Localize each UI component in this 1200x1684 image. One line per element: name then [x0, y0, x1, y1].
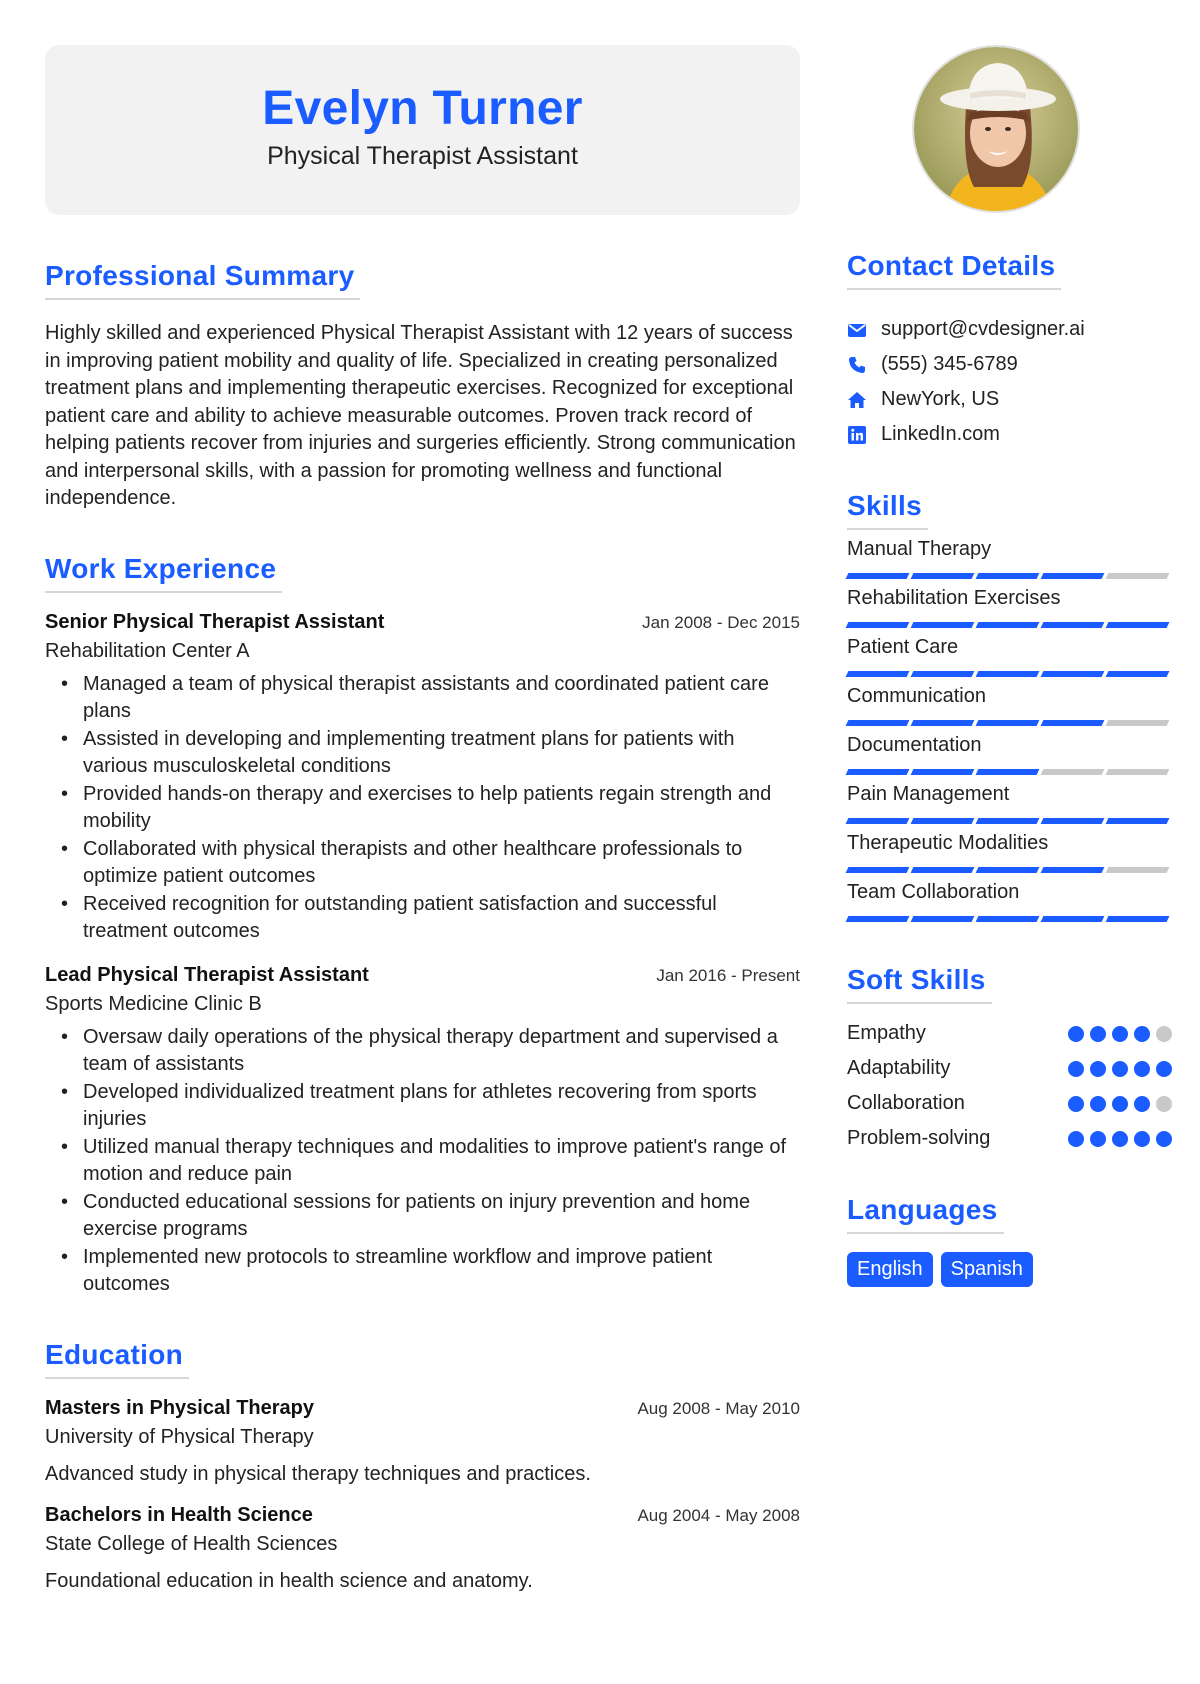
skill-segment-filled	[1041, 720, 1105, 726]
email-icon	[847, 320, 867, 340]
rating-dot-empty	[1156, 1026, 1172, 1042]
contact-section	[847, 250, 1172, 452]
skill-segment-filled	[976, 867, 1040, 873]
soft-skills-section	[847, 964, 1172, 1156]
skill-segment-filled	[1041, 818, 1105, 824]
rating-dot-filled	[1112, 1096, 1128, 1112]
contact-location	[847, 382, 1172, 417]
skill-level-bar	[847, 818, 1172, 824]
education-dates: Aug 2008 - May 2010	[637, 1398, 800, 1418]
skill-segment-filled	[846, 818, 910, 824]
rating-dot-filled	[1090, 1026, 1106, 1042]
list-item: • Oversaw daily operations of the physical therapy department and supervised a team of assistants	[45, 1024, 800, 1079]
list-item: • Received recognition for outstanding patient satisfaction and successful treatment outcomes	[45, 891, 800, 946]
skill-segment-empty	[1106, 573, 1170, 579]
skill-level-bar	[847, 573, 1172, 579]
skill-segment-filled	[911, 867, 975, 873]
skill-segment-filled	[976, 769, 1040, 775]
contact-phone[interactable]	[847, 347, 1172, 382]
skill-segment-filled	[1106, 671, 1170, 677]
soft-skill-name: Problem-solving	[847, 1127, 991, 1149]
skill-segment-filled	[1106, 818, 1170, 824]
soft-skill-rating	[1068, 1131, 1172, 1147]
contact-email[interactable]	[847, 312, 1172, 347]
soft-skills-list	[847, 1016, 1172, 1156]
job-bullets	[45, 671, 800, 946]
skill-segment-filled	[976, 916, 1040, 922]
soft-skill-item	[847, 1086, 1172, 1121]
skill-segment-filled	[846, 916, 910, 922]
rating-dot-filled	[1068, 1061, 1084, 1077]
education-description: Advanced study in physical therapy techniques and practices.	[45, 1462, 591, 1485]
rating-dot-filled	[1112, 1026, 1128, 1042]
skill-item	[847, 783, 1172, 824]
rating-dot-filled	[1090, 1061, 1106, 1077]
skill-segment-filled	[976, 573, 1040, 579]
skill-name: Documentation	[847, 734, 982, 756]
education-entry	[45, 1397, 800, 1486]
job-title: Lead Physical Therapist Assistant	[45, 963, 369, 986]
list-item: • Conducted educational sessions for patients on injury prevention and home exercise programs	[45, 1189, 800, 1244]
education-dates: Aug 2004 - May 2008	[637, 1505, 800, 1525]
contact-phone-text: (555) 345-6789	[881, 353, 1018, 375]
job-entry	[45, 964, 800, 1299]
degree-title: Masters in Physical Therapy	[45, 1396, 315, 1419]
job-organization: Sports Medicine Clinic B	[45, 992, 262, 1015]
skill-segment-filled	[846, 867, 910, 873]
skill-segment-filled	[846, 671, 910, 677]
soft-skill-name: Empathy	[847, 1022, 926, 1044]
skill-segment-filled	[1041, 671, 1105, 677]
language-badge: Spanish	[941, 1252, 1033, 1287]
section-heading-education: Education	[45, 1339, 189, 1379]
skill-item	[847, 685, 1172, 726]
skill-level-bar	[847, 671, 1172, 677]
skill-name: Manual Therapy	[847, 538, 992, 560]
soft-skill-item	[847, 1016, 1172, 1051]
summary-section	[45, 260, 800, 513]
side-column	[847, 250, 1172, 1287]
skill-level-bar	[847, 769, 1172, 775]
skill-item	[847, 881, 1172, 922]
skill-segment-empty	[1106, 769, 1170, 775]
language-badge: English	[847, 1252, 933, 1287]
skill-segment-empty	[1106, 720, 1170, 726]
skill-segment-filled	[976, 720, 1040, 726]
profile-photo	[914, 47, 1080, 213]
skill-segment-filled	[846, 769, 910, 775]
skill-segment-filled	[976, 818, 1040, 824]
skill-name: Therapeutic Modalities	[847, 832, 1049, 854]
skill-name: Rehabilitation Exercises	[847, 587, 1061, 609]
soft-skill-rating	[1068, 1026, 1172, 1042]
education-section	[45, 1339, 800, 1593]
rating-dot-filled	[1068, 1096, 1084, 1112]
education-entry	[45, 1504, 800, 1593]
job-bullets	[45, 1024, 800, 1299]
skill-item	[847, 832, 1172, 873]
skills-section	[847, 490, 1172, 922]
contact-email-text: support@cvdesigner.ai	[881, 318, 1085, 340]
rating-dot-filled	[1112, 1131, 1128, 1147]
candidate-name: Evelyn Turner	[262, 82, 583, 135]
rating-dot-filled	[1090, 1131, 1106, 1147]
job-dates: Jan 2016 - Present	[656, 965, 800, 985]
job-organization: Rehabilitation Center A	[45, 639, 250, 662]
school-name: State College of Health Sciences	[45, 1532, 338, 1555]
skill-level-bar	[847, 622, 1172, 628]
skill-segment-filled	[976, 622, 1040, 628]
soft-skill-item	[847, 1051, 1172, 1086]
header-card	[45, 45, 800, 215]
rating-dot-filled	[1112, 1061, 1128, 1077]
degree-title: Bachelors in Health Science	[45, 1503, 313, 1526]
section-heading-languages: Languages	[847, 1194, 1004, 1234]
skill-segment-empty	[1041, 769, 1105, 775]
languages-section	[847, 1194, 1172, 1287]
rating-dot-filled	[1156, 1131, 1172, 1147]
skill-segment-filled	[911, 818, 975, 824]
skill-segment-filled	[1041, 916, 1105, 922]
skill-segment-filled	[1041, 573, 1105, 579]
candidate-title: Physical Therapist Assistant	[267, 142, 578, 170]
list-item: • Managed a team of physical therapist assistants and coordinated patient care plans	[45, 671, 800, 726]
rating-dot-filled	[1068, 1131, 1084, 1147]
school-name: University of Physical Therapy	[45, 1425, 314, 1448]
skill-segment-filled	[1041, 867, 1105, 873]
job-title: Senior Physical Therapist Assistant	[45, 610, 385, 633]
skill-item	[847, 636, 1172, 677]
summary-text: Highly skilled and experienced Physical Therapist Assistant with 12 years of success in improving patient mobility and quality of life. Specialized in creating personalized treatment plans and implementing therapeutic exercises. Recognized for exceptional patient care and ability to achieve measurable outcomes. Proven track record of helping patients recover from injuries and surgeries efficiently. Strong communication and interpersonal skills, with a passion for promoting wellness and functional independence.	[45, 322, 796, 509]
skill-segment-filled	[846, 573, 910, 579]
soft-skill-name: Adaptability	[847, 1057, 951, 1079]
rating-dot-filled	[1134, 1061, 1150, 1077]
section-heading-experience: Work Experience	[45, 553, 282, 593]
list-item: • Assisted in developing and implementing treatment plans for patients with various musculoskeletal conditions	[45, 726, 800, 781]
education-description: Foundational education in health science and anatomy.	[45, 1569, 533, 1592]
rating-dot-empty	[1156, 1096, 1172, 1112]
skill-segment-filled	[1106, 916, 1170, 922]
job-entry	[45, 611, 800, 946]
section-heading-contact: Contact Details	[847, 250, 1061, 290]
skill-name: Team Collaboration	[847, 881, 1020, 903]
skill-name: Communication	[847, 685, 986, 707]
list-item: • Implemented new protocols to streamline workflow and improve patient outcomes	[45, 1244, 800, 1299]
skill-segment-filled	[911, 769, 975, 775]
rating-dot-filled	[1156, 1061, 1172, 1077]
list-item: • Provided hands-on therapy and exercises to help patients regain strength and mobility	[45, 781, 800, 836]
skill-segment-filled	[911, 573, 975, 579]
list-item: • Developed individualized treatment plans for athletes recovering from sports injuries	[45, 1079, 800, 1134]
skill-segment-filled	[846, 622, 910, 628]
phone-icon	[847, 355, 867, 375]
experience-section	[45, 553, 800, 1299]
soft-skill-rating	[1068, 1061, 1172, 1077]
skill-segment-filled	[911, 622, 975, 628]
skill-item	[847, 734, 1172, 775]
section-heading-soft-skills: Soft Skills	[847, 964, 992, 1004]
rating-dot-filled	[1134, 1131, 1150, 1147]
contact-location-text: NewYork, US	[881, 388, 1000, 410]
skill-name: Pain Management	[847, 783, 1010, 805]
skills-list	[847, 538, 1172, 922]
job-dates: Jan 2008 - Dec 2015	[642, 612, 800, 632]
rating-dot-filled	[1134, 1096, 1150, 1112]
avatar	[912, 45, 1080, 213]
skill-level-bar	[847, 916, 1172, 922]
linkedin-icon	[847, 425, 867, 445]
list-item: • Utilized manual therapy techniques and modalities to improve patient's range of motion and reduce pain	[45, 1134, 800, 1189]
section-heading-summary: Professional Summary	[45, 260, 360, 300]
rating-dot-filled	[1090, 1096, 1106, 1112]
skill-segment-filled	[911, 916, 975, 922]
home-icon	[847, 390, 867, 410]
skill-segment-empty	[1106, 867, 1170, 873]
skill-level-bar	[847, 720, 1172, 726]
skill-segment-filled	[911, 671, 975, 677]
soft-skill-name: Collaboration	[847, 1092, 965, 1114]
soft-skill-rating	[1068, 1096, 1172, 1112]
skill-level-bar	[847, 867, 1172, 873]
list-item: • Collaborated with physical therapists and other healthcare professionals to optimize patient outcomes	[45, 836, 800, 891]
skill-segment-filled	[1041, 622, 1105, 628]
skill-item	[847, 538, 1172, 579]
skill-item	[847, 587, 1172, 628]
skill-segment-filled	[911, 720, 975, 726]
contact-linkedin[interactable]	[847, 417, 1172, 452]
skill-segment-filled	[1106, 622, 1170, 628]
languages-list	[847, 1252, 1172, 1287]
skill-segment-filled	[846, 720, 910, 726]
skill-name: Patient Care	[847, 636, 959, 658]
rating-dot-filled	[1134, 1026, 1150, 1042]
skill-segment-filled	[976, 671, 1040, 677]
section-heading-skills: Skills	[847, 490, 928, 530]
main-column	[45, 260, 800, 1593]
soft-skill-item	[847, 1121, 1172, 1156]
contact-linkedin-text: LinkedIn.com	[881, 423, 1000, 445]
rating-dot-filled	[1068, 1026, 1084, 1042]
